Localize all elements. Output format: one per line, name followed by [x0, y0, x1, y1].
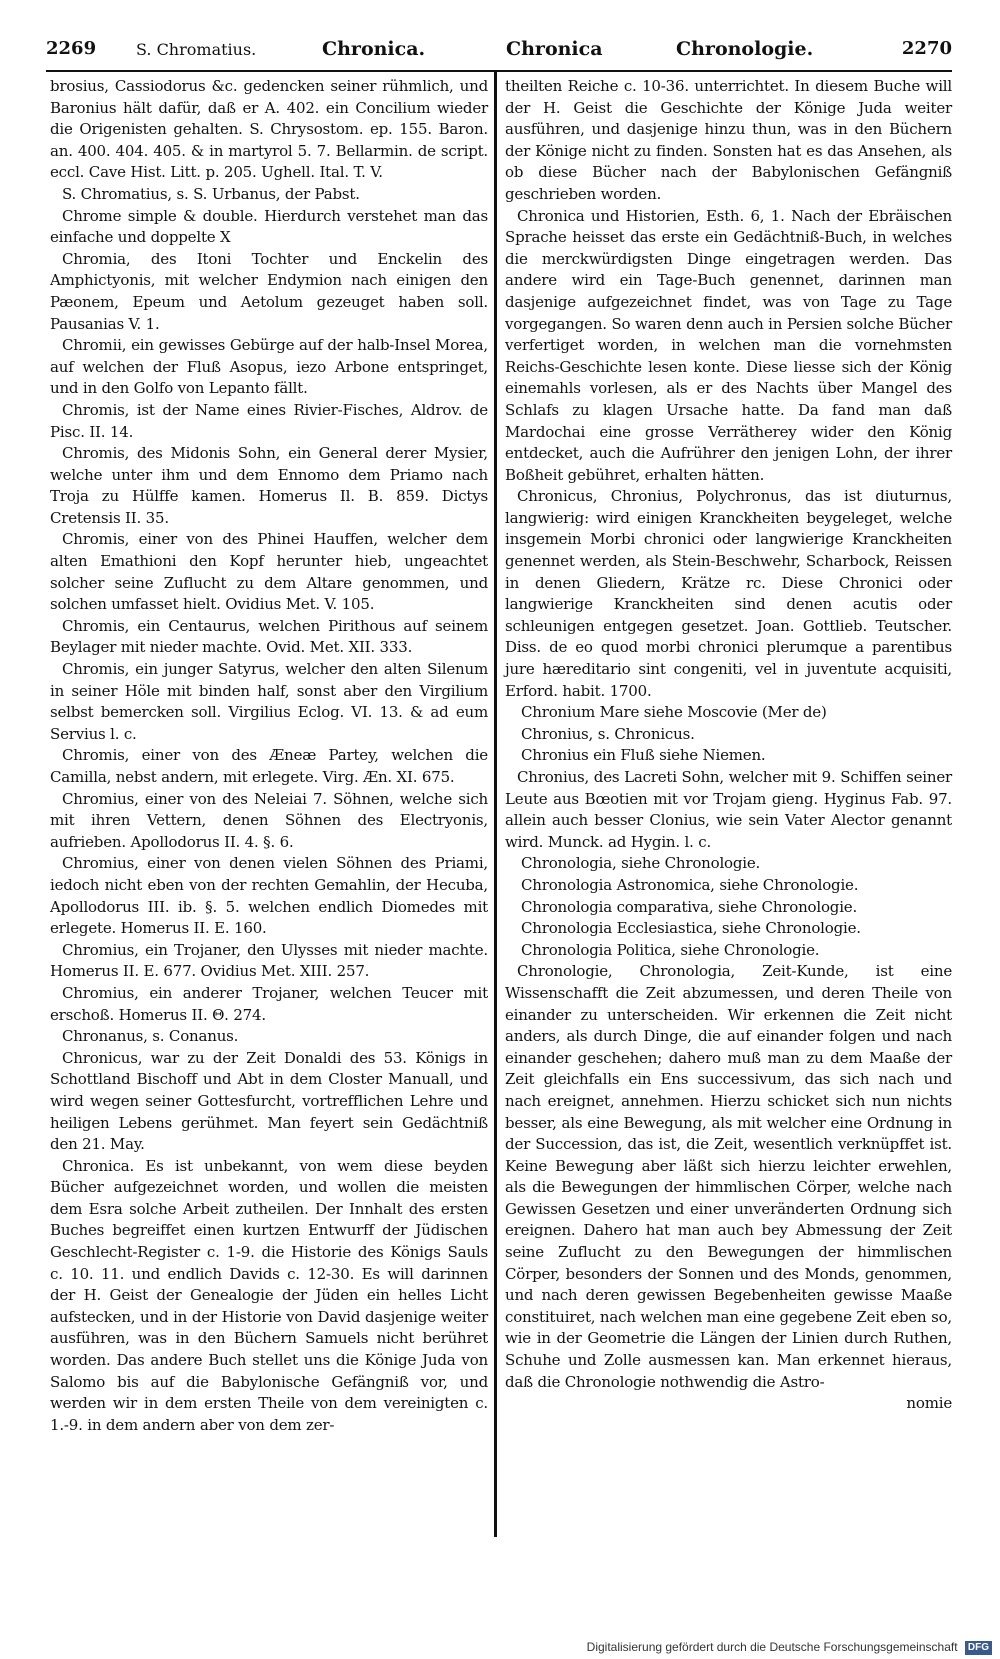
entry-paragraph: Chromis, ist der Name eines Rivier-Fisches, Aldrov. de Pisc. II. 14.: [50, 400, 488, 441]
entry-paragraph: Chronanus, s. Conanus.: [62, 1027, 239, 1046]
running-head-left: S. Chromatius.: [136, 40, 257, 59]
entry-paragraph: S. Chromatius, s. S. Urbanus, der Pabst.: [62, 184, 360, 203]
entry-paragraph: Chromius, einer von des Neleiai 7. Söhnen, welche sich mit ihren Vettern, denen Söhnen des Electryonis, aufrieben. Apollodorus II. 4. §. 6.: [50, 789, 488, 851]
entry-paragraph: Chromius, ein anderer Trojaner, welchen Teucer mit erschoß. Homerus II. Θ. 274.: [50, 983, 488, 1024]
digitization-credit: [587, 1640, 992, 1658]
column-divider: [494, 72, 497, 1537]
entry-paragraph: Chronologie, Chronologia, Zeit-Kunde, ist eine Wissenschafft die Zeit abzumessen, und deren Theile von einander zu unterscheiden. Wir erkennen die Zeit nicht anders, als durch Dinge, die auf einander folgen und nach einander geschehen; dahero muß man zu dem Maaße der Zeit gleichfalls ein Ens successivum, das sich nach und nach ereignet, annehmen. Hierzu schicket sich nun nichts besser, als eine Bewegung, als mit welcher eine Ordnung in der Succession, das ist, die Zeit, wesentlich verknüpffet ist. Keine Bewegung aber läßt sich hierzu leichter erwehlen, als die Bewegungen der himmlischen Cörper, welche nach Gewissen Gesetzen und einer unveränderten Ordnung sich ereignen. Dahero hat man auch bey Abmessung der Zeit seine Zuflucht zu den Bewegungen der himmlischen Cörper, besonders der Sonnen und des Monds, genommen, und nach deren gewissen Begebenheiten gewisse Maaße constituiret, nach welchen man eine gegebene Zeit eben so, wie in der Geometrie die Längen der Linien durch Ruthen, Schuhe und Zolle ausmessen kan. Man erkennet hieraus, daß die Chronologie nothwendig die Astro-: [505, 962, 952, 1391]
catchword-left: Chronica.: [322, 38, 426, 60]
entry-paragraph: Chronologia comparativa, siehe Chronologie.: [521, 897, 858, 916]
header-right: [506, 38, 952, 68]
entry-paragraph: Chromis, ein Centaurus, welchen Pirithous auf seinem Beylager mit nieder machte. Ovid. Met. XII. 333.: [50, 616, 488, 657]
entry-paragraph: theilten Reiche c. 10-36. unterrichtet. In diesem Buche will der H. Geist die Geschichte der Könige Juda weiter ausführen, und dasjenige hinzu thun, was in den Büchern der Könige nicht zu finden. Sonsten hat es das Ansehen, als ob diese Bücher nach der Babylonischen Gefängniß geschrieben worden.: [505, 77, 952, 203]
catchword-right-2: Chronologie.: [676, 38, 814, 60]
entry-paragraph: Chronica. Es ist unbekannt, von wem diese beyden Bücher aufgezeichnet worden, und wollen die meisten dem Esra solche Arbeit zutheilen. Der Innhalt des ersten Buches begreiffet einen kurtzen Entwurff der Jüdischen Geschlecht-Register c. 1-9. die Historie des Königs Sauls c. 10. 11. und endlich Davids c. 12-30. Es will darinnen der H. Geist der Genealogie der Jüden ein helles Licht aufstecken, und in der Historie von David dasjenige weiter ausführen, was in den Büchern Samuels nicht berühret worden. Das andere Buch stellet uns die Könige Juda von Salomo bis auf die Babylonische Gefängniß vor, und werden wir in dem ersten Theile von dem vereinigten c. 1.-9. in dem andern aber von dem zer-: [50, 1156, 488, 1434]
left-column: [50, 76, 488, 1436]
entry-paragraph: Chromius, ein Trojaner, den Ulysses mit nieder machte. Homerus II. E. 677. Ovidius Met. XIII. 257.: [50, 940, 488, 981]
entry-paragraph: Chromis, einer von des Æneæ Partey, welchen die Camilla, nebst andern, mit erlegete. Virg. Æn. XI. 675.: [50, 746, 488, 786]
credit-text: Digitalisierung gefördert durch die Deutsche Forschungsgemeinschaft: [586, 1640, 958, 1654]
entry-paragraph: Chronologia Ecclesiastica, siehe Chronologie.: [521, 919, 861, 938]
catchword-right: Chronica: [506, 38, 603, 60]
entry-paragraph: Chromis, ein junger Satyrus, welcher den alten Silenum in seiner Höle mit binden half, sonst aber den Virgilium selbst bemercken soll. Virgilius Eclog. VI. 13. & ad eum Servius l. c.: [50, 660, 488, 743]
entry-paragraph: Chronologia Politica, siehe Chronologie.: [521, 940, 820, 959]
page-number-left: 2269: [46, 38, 97, 59]
header-rule: [46, 70, 952, 72]
entry-paragraph: Chromis, des Midonis Sohn, ein General derer Mysier, welche unter ihm und dem Ennomo dem Priamo nach Troja zu Hülffe kamen. Homerus Il. B. 859. Dictys Cretensis II. 35.: [50, 444, 488, 527]
entry-paragraph: Chronica und Historien, Esth. 6, 1. Nach der Ebräischen Sprache heisset das erste ein Gedächtniß-Buch, in welches die merckwürdigsten Dinge eingetragen werden. Das andere wird ein Tage-Buch genennet, darinnen man dasjenige aufgezeichnet findet, was von Tage zu Tage vorgegangen. So waren denn auch in Persien solche Bücher verfertiget worden, in welchen man die vornehmsten Reichs-Geschichte lesen konte. Diese liesse sich der König einemahls vorlesen, als er des Nachts über Mangel des Schlafs zu klagen Ursache hatte. Da fand man daß Mardochai eine grosse Verrätherey wider den König entdecket, auch die Aufrührer den jenigen Lohn, der ihrer Boßheit gebühret, erhalten hätten.: [505, 206, 952, 484]
entry-paragraph: Chromia, des Itoni Tochter und Enckelin des Amphictyonis, mit welcher Endymion nach einigen den Pæonem, Epeum und Aetolum gezeuget haben soll. Pausanias V. 1.: [50, 249, 488, 333]
dfg-logo: DFG: [965, 1641, 992, 1655]
entry-paragraph: brosius, Cassiodorus &c. gedencken seiner rühmlich, und Baronius hält dafür, daß er A. 402. ein Concilium wieder die Origenisten gehalten. S. Chrysostom. ep. 155. Baron. an. 400. 404. 405. & in martyrol 5. 7. Bellarmin. de script. eccl. Cave Hist. Litt. p. 205. Ughell. Ital. T. V.: [50, 77, 488, 182]
entry-paragraph: Chronius ein Fluß siehe Niemen.: [521, 746, 766, 765]
page-number-right: 2270: [901, 38, 952, 59]
entry-paragraph: Chronologia, siehe Chronologie.: [521, 854, 761, 873]
entry-paragraph: Chronius, des Lacreti Sohn, welcher mit 9. Schiffen seiner Leute aus Bœotien mit vor Trojam gieng. Hyginus Fab. 97. allein auch besser Clonius, wie sein Vater Alector genannt wird. Munck. ad Hygin. l. c.: [505, 768, 952, 851]
entry-paragraph: Chronologia Astronomica, siehe Chronologie.: [521, 875, 859, 894]
entry-paragraph: Chronium Mare siehe Moscovie (Mer de): [521, 703, 827, 722]
entry-paragraph: Chronicus, war zu der Zeit Donaldi des 53. Königs in Schottland Bischoff und Abt in dem Closter Manuall, und wird wegen seiner Gottesfurcht, vortrefflichen Lehre und heiligen Lebens gerühmet. Man feyert sein Gedächtniß den 21. May.: [50, 1048, 488, 1154]
entry-paragraph: Chromii, ein gewisses Gebürge auf der halb-Insel Morea, auf welchen der Fluß Asopus, iezo Arbone entspringet, und in den Golfo von Lepanto fällt.: [50, 336, 488, 398]
header-left: [46, 38, 486, 68]
right-column: [505, 76, 952, 1415]
entry-paragraph: Chronius, s. Chronicus.: [521, 724, 695, 743]
entry-paragraph: Chromis, einer von des Phinei Hauffen, welcher dem alten Emathioni den Kopf herunter hieb, ungeachtet solcher seine Zuflucht zu dem Altare genommen, und solchen umfasset hielt. Ovidius Met. V. 105.: [50, 530, 488, 614]
entry-paragraph: Chronicus, Chronius, Polychronus, das ist diuturnus, langwierig: wird einigen Kranckheiten beygeleget, welche insgemein Morbi chronici oder langwierige Kranckheiten genennet werden, als Stein-Beschwehr, Scharbock, Reissen in denen Gliedern, Krätze rc. Diese Chronici oder langwierige Kranckheiten sind denen acutis oder schleunigen entgegen gesetzet. Joan. Gottlieb. Teutscher. Diss. de eo quod morbi chronici plerumque a parentibus jure hæreditario sint congeniti, vel in juventute acquisiti, Erford. habit. 1700.: [505, 487, 952, 700]
entry-paragraph: Chrome simple & double. Hierdurch verstehet man das einfache und doppelte X: [50, 206, 488, 247]
entry-paragraph: Chromius, einer von denen vielen Söhnen des Priami, iedoch nicht eben von der rechten Gemahlin, der Hecuba, Apollodorus III. ib. §. 5. welchen endlich Diomedes mit erlegete. Homerus II. E. 160.: [50, 854, 488, 938]
entry-paragraph: nomie: [906, 1394, 952, 1413]
